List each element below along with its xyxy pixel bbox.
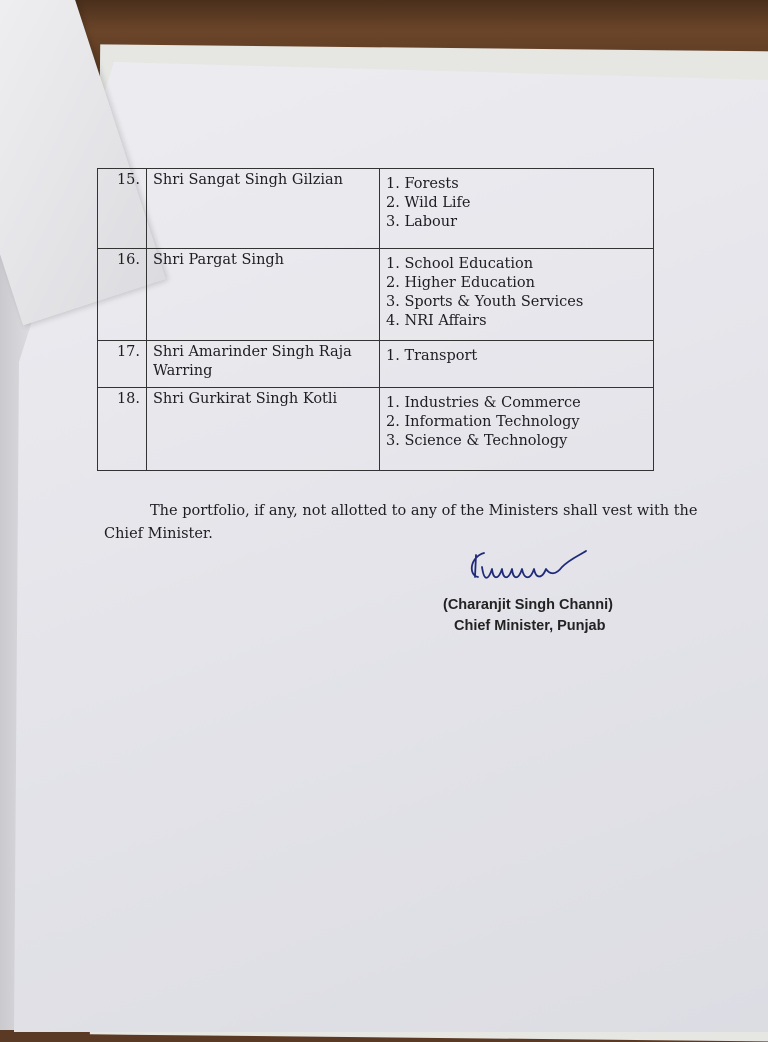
row-number: 15.: [98, 169, 147, 249]
table-row: [98, 388, 654, 471]
minister-name: Shri Pargat Singh: [147, 249, 380, 341]
portfolio-cell: [380, 249, 654, 341]
portfolio-item: 1. Forests: [386, 176, 459, 192]
portfolio-list: [386, 255, 647, 331]
handwritten-signature: [462, 545, 602, 590]
signatory-title: Chief Minister, Punjab: [454, 618, 606, 634]
portfolio-item: 3. Science & Technology: [386, 433, 568, 449]
portfolio-cell: [380, 341, 654, 388]
table-row: [98, 169, 654, 249]
table-row: [98, 341, 654, 388]
portfolio-item: 1. Transport: [386, 348, 478, 364]
table-row: [98, 249, 654, 341]
portfolio-item: 2. Information Technology: [386, 414, 580, 430]
portfolio-list: [386, 175, 647, 232]
portfolio-item: 4. NRI Affairs: [386, 313, 487, 329]
portfolio-item: 3. Sports & Youth Services: [386, 294, 584, 310]
row-number: 17.: [98, 341, 147, 388]
row-number: 18.: [98, 388, 147, 471]
portfolio-list: [386, 347, 647, 366]
portfolio-cell: [380, 388, 654, 471]
portfolio-item: 3. Labour: [386, 214, 457, 230]
minister-name: Shri Gurkirat Singh Kotli: [147, 388, 380, 471]
signatory-name: (Charanjit Singh Channi): [443, 597, 613, 613]
minister-name: Shri Sangat Singh Gilzian: [147, 169, 380, 249]
portfolio-item: 2. Higher Education: [386, 275, 535, 291]
portfolio-list: [386, 394, 647, 451]
allocation-note: The portfolio, if any, not allotted to any of the Ministers shall vest with the Chief Minister.: [104, 503, 698, 542]
portfolio-item: 1. School Education: [386, 256, 534, 272]
portfolio-cell: [380, 169, 654, 249]
row-number: 16.: [98, 249, 147, 341]
portfolio-table: [97, 168, 654, 471]
portfolio-item: 1. Industries & Commerce: [386, 395, 581, 411]
minister-name: Shri Amarinder Singh Raja Warring: [147, 341, 380, 388]
portfolio-item: 2. Wild Life: [386, 195, 471, 211]
